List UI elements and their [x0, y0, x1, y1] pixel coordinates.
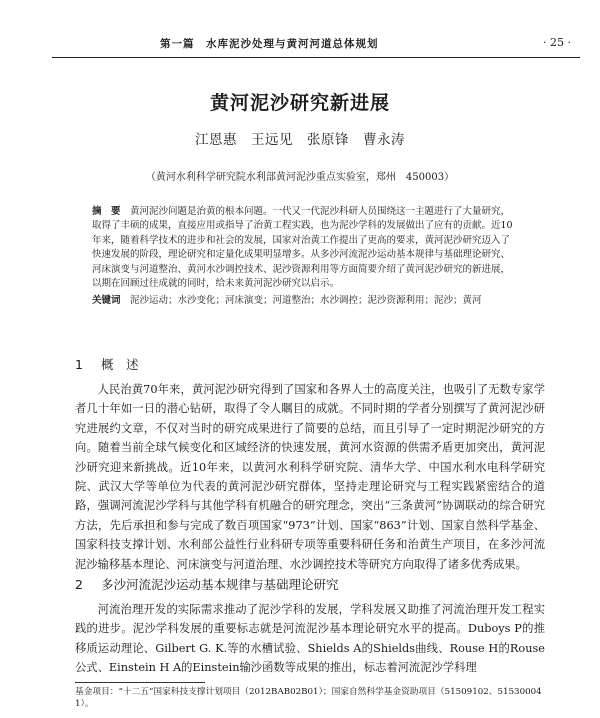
section-title: 概 述: [101, 357, 139, 372]
abstract-text: 黄河泥沙问题是治黄的根本问题。一代又一代泥沙科研人员围绕这一主题进行了大量研究，取得了丰硕的成果，直接应用或指导了治黄工程实践，也为泥沙学科的发展做出了应有的贡献。近10年来，随着科学技术的进步和社会的发展，国家对治黄工作提出了更高的要求，黄河泥沙研究迈入了快速发展的阶段，理论研究和定量化成果明显增多。从多沙河流泥沙运动基本规律与基础理论研究、河床演变与河道整治、黄河水沙调控技术、泥沙资源利用等方面简要介绍了黄河泥沙研究的新进展，以期在回顾过往成就的同时，给未来黄河泥沙研究以启示。: [92, 206, 513, 290]
paper-title: 黄河泥沙研究新进展: [209, 92, 390, 114]
keywords-text: 泥沙运动；水沙变化；河床演变；河道整治；水沙调控；泥沙资源利用；泥沙；黄河: [130, 295, 482, 307]
running-header: [0, 36, 600, 62]
abstract-label: 摘 要: [92, 206, 131, 217]
body-paragraph: 河流治理开发的实际需求推动了泥沙学科的发展，学科发展又助推了河流治理开发工程实践的进步。泥沙学科发展的重要标志就是河流泥沙基本理论研究水平的提高。Duboys P的推移质运动理论、Gilbert G. K.等的水槽试验、Shields A的Shields曲线、Rouse H的Rouse公式、Einstein H A的Einstein输沙函数等成果的推出，标志着河流泥沙学科理: [75, 603, 545, 675]
paper-affiliation: （黄河水利科学研究院水利部黄河泥沙重点实验室，郑州 450003）: [145, 172, 455, 183]
section-heading: [75, 575, 339, 593]
section-heading: [75, 355, 139, 373]
page-number: · 25 ·: [543, 36, 571, 49]
section-body: [75, 380, 545, 574]
keywords-label: 关键词: [92, 295, 131, 307]
abstract-paragraph: [92, 205, 517, 291]
footnote: 基金项目：“十二五”国家科技支撑计划项目（2012BAB02B01）；国家自然科学基金资助项目（51509102、51530004 1）。: [75, 687, 542, 709]
body-paragraph: 人民治黄70年来，黄河泥沙研究得到了国家和各界人士的高度关注，也吸引了无数专家学者几十年如一日的潜心钻研，取得了令人瞩目的成就。不同时期的学者分别撰写了黄河泥沙研究进展约文章，不仅对当时的研究成果进行了简要的总结，而且引导了一定时期泥沙研究的方向。随着当前全球气候变化和区域经济的快速发展，黄河水资源的供需矛盾更加突出，黄河泥沙研究迎来新挑战。近10年来，以黄河水利科学研究院、清华大学、中国水利水电科学研究院、武汉大学等单位为代表的黄河泥沙研究群体，坚持走理论研究与工程实践紧密结合的道路，强调河流泥沙学科与其他学科有机融合的研究理念，突出“三条黄河”协调联动的综合研究方法，先后承担和参与完成了数百项国家“973”计划、国家“863”计划、国家自然科学基金、国家科技支撑计划、水利部公益性行业科研专项等重要科研任务和治黄生产项目，在多沙河流泥沙输移基本理论、河床演变与河道治理、水沙调控技术等研究方向取得了诸多优秀成果。: [75, 383, 545, 571]
header-rule: [52, 57, 580, 58]
footnote-rule: [75, 682, 205, 683]
keywords: [92, 294, 517, 308]
abstract: [92, 205, 517, 309]
section-number: 2: [75, 577, 83, 592]
paper-authors: 江恩惠 王远见 张原锋 曹永涛: [195, 132, 405, 148]
section-body: [75, 600, 545, 678]
section-title: 多沙河流泥沙运动基本规律与基础理论研究: [101, 577, 339, 592]
running-title: 第一篇 水库泥沙处理与黄河河道总体规划: [160, 38, 379, 50]
section-number: 1: [75, 357, 83, 372]
